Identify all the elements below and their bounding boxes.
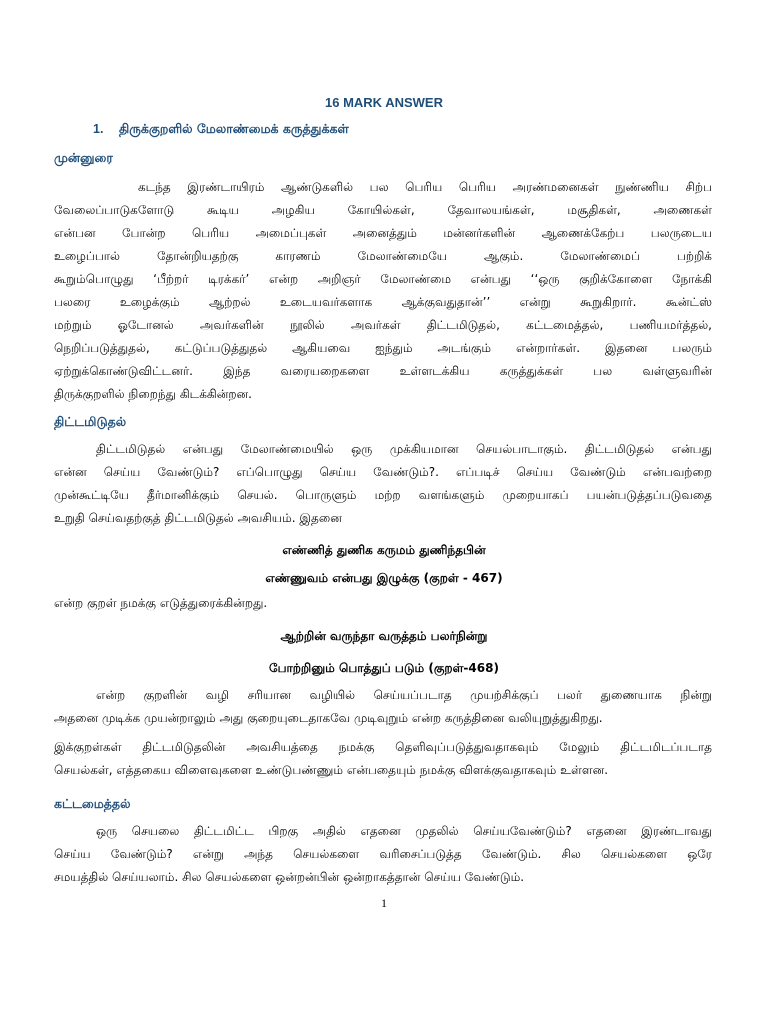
section-title: திருக்குறளில் மேலாண்மைக் கருத்துக்கள் xyxy=(119,121,349,136)
structuring-line: செய்ய வேண்டும்? என்று அந்த செயல்களை வரிசைப்படுத்த வேண்டும். சில செயல்களை ஒரே xyxy=(54,847,712,861)
planning-line: என்ன செய்ய வேண்டும்? எப்பொழுது செய்ய வேண்டும்?. எப்படிச் செய்ய வேண்டும் என்பவற்றை xyxy=(54,465,712,479)
intro-line: ஏற்றுக்கொண்டுவிட்டனர். இந்த வரையறைகளை உள்ளடக்கிய கருத்துக்கள் பல வள்ளுவரின் xyxy=(54,364,712,378)
structuring-line: ஒரு செயலை திட்டமிட்ட பிறகு அதில் எதனை முதலில் செய்யவேண்டும்? எதனை இரண்டாவது xyxy=(96,824,712,838)
section-number: 1. xyxy=(93,122,104,136)
planning-heading: திட்டமிடுதல் xyxy=(54,414,127,429)
page-number: 1 xyxy=(381,896,387,910)
intro-line: மற்றும் ஓடோனல் அவர்களின் நூலில் அவர்கள் திட்டமிடுதல், கட்டமைத்தல், பணியமர்த்தல், xyxy=(54,318,712,332)
kural-explanation xyxy=(54,684,712,730)
page-title: 16 MARK ANSWER xyxy=(325,95,443,110)
intro-paragraph xyxy=(54,176,712,406)
planning-line: உறுதி செய்வதற்குத் திட்டமிடுதல் அவசியம். இதனை xyxy=(54,511,342,525)
kural-468 xyxy=(0,622,768,682)
intro-line: உழைப்பால் தோன்றியதற்கு காரணம் மேலாண்மையே ஆகும். மேலாண்மைப் பற்றிக் xyxy=(54,249,712,263)
kural-line: போற்றினும் பொத்துப் படும் (குறள்-468) xyxy=(269,661,499,675)
explanation-line: என்ற குறளின் வழி சரியான வழியில் செய்யப்படாத முயற்சிக்குப் பலர் துணையாக நின்று xyxy=(96,688,712,702)
structuring-paragraph xyxy=(54,820,712,889)
structuring-line: சமயத்தில் செய்யலாம். சில செயல்களை ஒன்றன்பின் ஒன்றாகத்தான் செய்ய வேண்டும். xyxy=(54,870,525,884)
kural-467-note: என்ற குறள் நமக்கு எடுத்துரைக்கின்றது. xyxy=(54,596,268,610)
intro-line: திருக்குறளில் நிறைந்து கிடக்கின்றன. xyxy=(54,387,252,401)
planning-paragraph xyxy=(54,438,712,530)
intro-line: கூறும்பொழுது ‘பீற்றர் டிரக்கர்’ என்ற அறிஞர் மேலாண்மை என்பது ‘‘ஒரு குறிக்கோளை நோக்கி xyxy=(54,272,712,286)
planning-line: முன்கூட்டியே தீர்மானிக்கும் செயல். பொருளும் மற்ற வளங்களும் முறையாகப் பயன்படுத்தப்படுவதை xyxy=(54,488,712,502)
summary-line: செயல்கள், எத்தகைய விளைவுகளை உண்டுபண்ணும் என்பதையும் நமக்கு விளக்குவதாகவும் உள்ளன. xyxy=(54,763,609,777)
planning-summary xyxy=(54,736,712,782)
intro-heading: முன்னுரை xyxy=(54,150,113,165)
summary-line: இக்குறள்கள் திட்டமிடுதலின் அவசியத்தை நமக்கு தெளிவுப்படுத்துவதாகவும் மேலும் திட்டமிடப்படாத xyxy=(54,740,712,754)
kural-line: எண்ணித் துணிக கருமம் துணிந்தபின் xyxy=(282,543,486,557)
explanation-line: அதனை முடிக்க முயன்றாலும் அது குறையுடைதாகவே முடிவுறும் என்ற கருத்தினை வலியுறுத்துகிறது. xyxy=(54,711,603,725)
intro-line: பலரை உழைக்கும் ஆற்றல் உடையவர்களாக ஆக்குவதுதான்’’ என்று கூறுகிறார். கூன்ட்ஸ் xyxy=(54,295,712,309)
intro-line: என்பன போன்ற பெரிய அமைப்புகள் அனைத்தும் மன்னர்களின் ஆணைக்கேற்ப பலருடைய xyxy=(54,226,712,240)
structuring-heading: கட்டமைத்தல் xyxy=(54,796,131,811)
kural-line: ஆற்றின் வருந்தா வருத்தம் பலர்நின்று xyxy=(280,629,488,643)
intro-line: கடந்த இரண்டாயிரம் ஆண்டுகளில் பல பெரிய பெரிய அரண்மனைகள் நுண்ணிய சிற்ப xyxy=(138,180,712,194)
intro-line: நெறிப்படுத்துதல், கட்டுப்படுத்துதல் ஆகியவை ஐந்தும் அடங்கும் என்றார்கள். இதனை பலரும் xyxy=(54,341,712,355)
planning-line: திட்டமிடுதல் என்பது மேலாண்மையில் ஒரு முக்கியமான செயல்பாடாகும். திட்டமிடுதல் என்பது xyxy=(96,442,712,456)
kural-467 xyxy=(0,536,768,592)
section-heading xyxy=(93,121,349,138)
kural-line: எண்ணுவம் என்பது இழுக்கு (குறள் - 467) xyxy=(265,571,503,585)
intro-line: வேலைப்பாடுகளோடு கூடிய அழகிய கோயில்கள், தேவாலயங்கள், மசூதிகள், அணைகள் xyxy=(54,203,712,217)
